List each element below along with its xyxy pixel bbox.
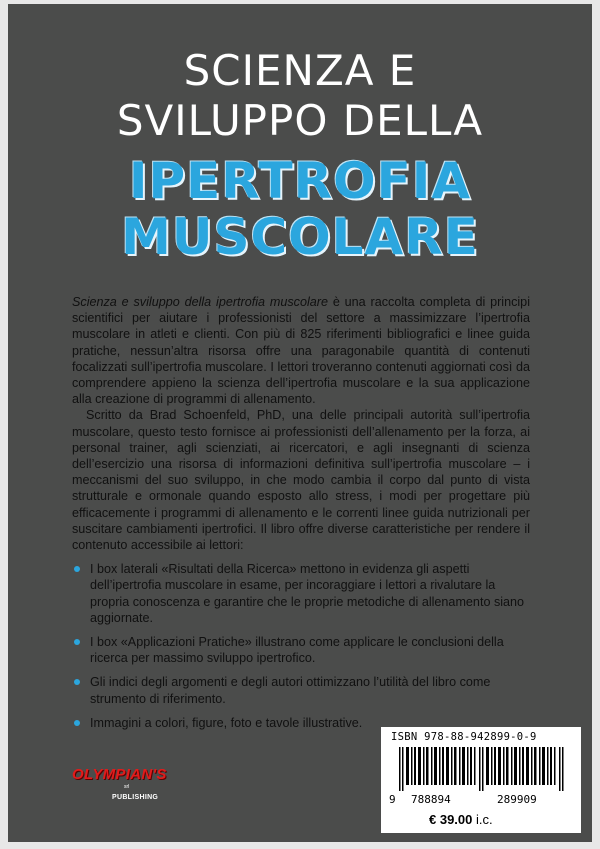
title-line-4: MUSCOLARE: [121, 208, 479, 266]
publisher-logo: [68, 766, 178, 816]
paragraph-1: [72, 294, 530, 407]
paragraph-1-text: è una raccolta completa di principi scientifici per aiutare i professionisti del settore a massimizzare l’ipertrofia muscolare in atleti e clienti. Con più di 825 riferimenti bibliografici e linee guida pratiche, nessun’altra risorsa offre una paragonabile quantità di contenuti focalizzati sull’ipertrofia muscolare. I lettori troveranno contenuti aggiornati così da comprendere appieno la scienza dell’ipertrofia muscolare e la sua applicazione alla creazione di programmi di allenamento.: [72, 295, 530, 407]
barcode-bars: [399, 747, 569, 791]
book-title-italic: Scienza e sviluppo della ipertrofia muscolare: [72, 295, 328, 309]
feature-item: [72, 561, 530, 626]
bullet-dot-icon: [74, 639, 80, 645]
book-back-cover: [8, 4, 592, 842]
publisher-srl: srl: [124, 784, 130, 790]
feature-text: Gli indici degli argomenti e degli autori ottimizzano l’utilità del libro come strumento di riferimento.: [90, 675, 491, 706]
description-text: [72, 294, 530, 739]
publisher-name: OLYMPIAN'S: [72, 766, 167, 783]
price-suffix: i.c.: [472, 812, 493, 827]
price-label: [429, 812, 493, 827]
title-line-3: IPERTROFIA: [128, 152, 472, 210]
barcode-box: [381, 727, 581, 833]
feature-list: [72, 561, 530, 731]
feature-text: I box laterali «Risultati della Ricerca» mettono in evidenza gli aspetti dell’ipertrofia muscolare in esame, per incoraggiare i lettori a rivalutare la propria conoscenza e garantire che le proprie metodiche di allenamento siano aggiornate.: [90, 562, 525, 625]
barcode-digits-right: 289909: [497, 793, 537, 806]
title-line-2: SVILUPPO DELLA: [116, 96, 484, 145]
bullet-dot-icon: [74, 566, 80, 572]
paragraph-2: Scritto da Brad Schoenfeld, PhD, una delle principali autorità sull’ipertrofia muscolare, questo testo fornisce ai professionisti dell’allenamento per la forza, ai personal trainer, agli scienziati, ai ricercatori, e agli insegnanti di scienza dell’esercizio una risorsa di informazioni definitiva sull’ipertrofia muscolare – i meccanismi del suo sviluppo, in che modo cambia il corpo dal punto di vista strutturale e ormonale quando esposto allo stress, i modi per progettare più efficacemente i programmi di allenamento e le correnti linee guida nutrizionali per suscitare cambiamenti ipertrofici. Il libro offre diverse caratteristiche per rendere il contenuto accessibile ai lettori:: [72, 408, 530, 553]
title-line-1: SCIENZA E: [183, 46, 417, 95]
bullet-dot-icon: [74, 720, 80, 726]
feature-item: [72, 634, 530, 666]
publisher-line2: PUBLISHING: [112, 794, 159, 801]
feature-item: [72, 674, 530, 706]
price-amount: € 39.00: [429, 812, 473, 827]
barcode-digits-left: 788894: [411, 793, 451, 806]
feature-text: Immagini a colori, figure, foto e tavole illustrative.: [90, 715, 363, 730]
barcode-digit-first: 9: [389, 793, 396, 806]
isbn-text: ISBN 978-88-942899-0-9: [391, 731, 537, 743]
feature-text: I box «Applicazioni Pratiche» illustrano come applicare le conclusioni della ricerca per massimo sviluppo ipertrofico.: [90, 635, 504, 666]
bullet-dot-icon: [74, 679, 80, 685]
